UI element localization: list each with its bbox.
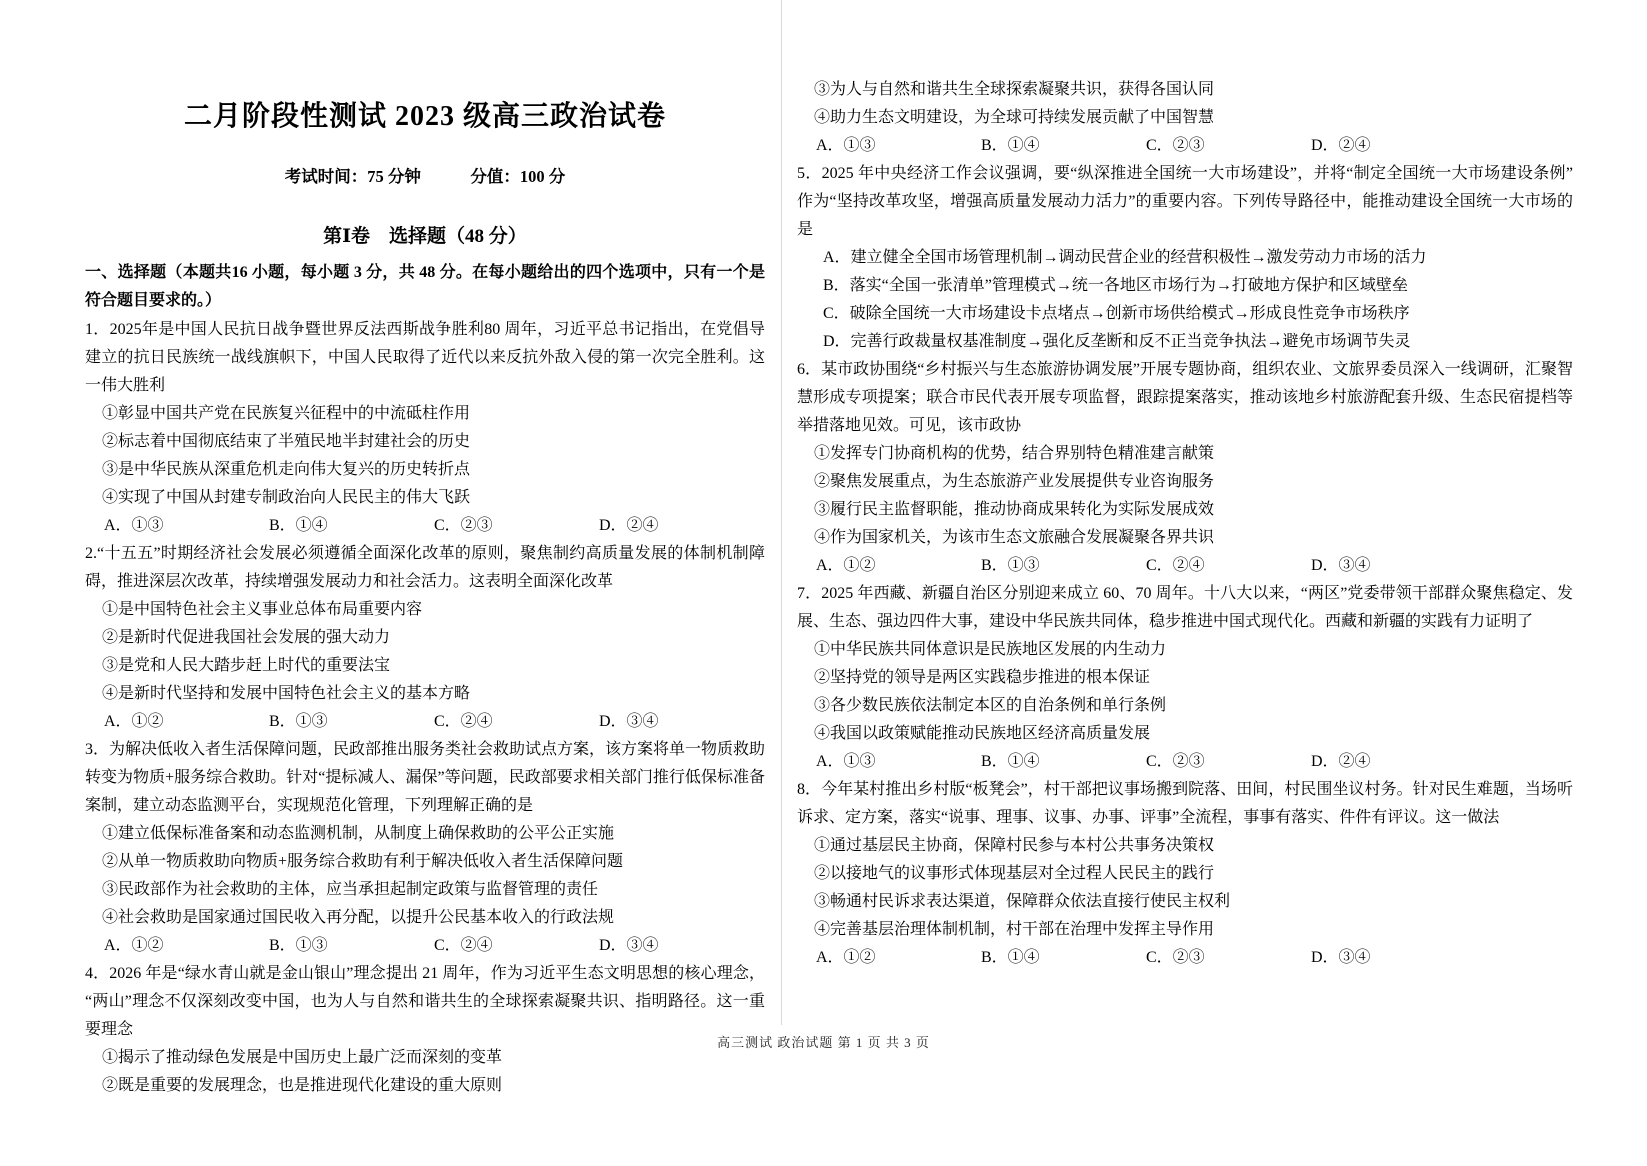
- question-stem: 4．2026 年是“绿水青山就是金山银山”理念提出 21 周年，作为习近平生态文明思想的核心理念，“两山”理念不仅深刻改变中国，也为人与自然和谐共生的全球探索凝聚共识、指明路径。这一重要理念: [85, 965, 765, 1039]
- question-item: ①发挥专门协商机构的优势，结合界别特色精准建言献策: [814, 445, 1215, 462]
- question-item: ④是新时代坚持和发展中国特色社会主义的基本方略: [102, 685, 471, 703]
- question-item: ③民政部作为社会救助的主体，应当承担起制定政策与监督管理的责任: [102, 881, 599, 899]
- section-title: 第Ⅰ卷 选择题（48 分）: [323, 225, 527, 247]
- choice-b: B．①③: [981, 557, 1040, 574]
- question-item: ②既是重要的发展理念，也是推进现代化建设的重大原则: [102, 1077, 503, 1095]
- left-column: [85, 92, 765, 1100]
- question-stem: 2.“十五五”时期经济社会发展必须遵循全面深化改革的原则，聚焦制约高质量发展的体制机制障碍，推进深层次改革，持续增强发展动力和社会活力。这表明全面深化改革: [85, 545, 765, 591]
- question-item: ②标志着中国彻底结束了半殖民地半封建社会的历史: [102, 433, 471, 451]
- choice-c: C．②③: [1146, 753, 1205, 770]
- question-item: ①是中国特色社会主义事业总体布局重要内容: [102, 601, 423, 619]
- page-title: 二月阶段性测试 2023 级高三政治试卷: [183, 101, 666, 132]
- choice-d: D．③④: [599, 713, 659, 731]
- choice-c: C．②④: [434, 937, 493, 955]
- choice-b: B．①③: [269, 713, 328, 731]
- question-item: ③履行民主监督职能，推动协商成果转化为实际发展成效: [814, 501, 1215, 518]
- question-item: ③各少数民族依法制定本区的自治条例和单行条例: [814, 697, 1167, 714]
- option-line: A．建立健全全国市场管理机制→调动民营企业的经营积极性→激发劳动力市场的活力: [823, 249, 1427, 266]
- question-item: ③是党和人民大踏步赶上时代的重要法宝: [102, 657, 391, 675]
- option-line: D．完善行政裁量权基准制度→强化反垄断和反不正当竞争执法→避免市场调节失灵: [823, 333, 1411, 350]
- question-item: ④我国以政策赋能推动民族地区经济高质量发展: [814, 725, 1151, 742]
- choice-c: C．②③: [1146, 949, 1205, 966]
- question-stem: 7．2025 年西藏、新疆自治区分别迎来成立 60、70 周年。十八大以来，“两区”党委带领干部群众聚焦稳定、发展、生态、强边四件大事，建设中华民族共同体，稳步推进中国式现代化。西藏和新疆的实践有力证明了: [797, 585, 1573, 630]
- choice-c: C．②④: [434, 713, 493, 731]
- question-item: ①建立低保标准备案和动态监测机制，从制度上确保救助的公平公正实施: [102, 825, 615, 843]
- exam-info: 考试时间：75 分钟 分值：100 分: [284, 167, 566, 186]
- intro-text: 一、选择题（本题共16 小题，每小题 3 分，共 48 分。在每小题给出的四个选项中，只有一个是符合题目要求的。）: [85, 264, 765, 310]
- choice-c: C．②③: [434, 517, 493, 535]
- question-item: ②以接地气的议事形式体现基层对全过程人民民主的践行: [814, 865, 1215, 882]
- choice-a: A．①②: [816, 949, 876, 966]
- left-questions: [85, 316, 765, 1100]
- question-item: ④实现了中国从封建专制政治向人民民主的伟大飞跃: [102, 489, 471, 507]
- choice-a: A．①③: [816, 137, 876, 154]
- choice-a: A．①③: [816, 753, 876, 770]
- choice-b: B．①④: [981, 949, 1040, 966]
- question-item: ②聚焦发展重点，为生态旅游产业发展提供专业咨询服务: [814, 473, 1215, 490]
- question-stem: 5．2025 年中央经济工作会议强调，要“纵深推进全国统一大市场建设”，并将“制定全国统一大市场建设条例”作为“坚持改革攻坚，增强高质量发展动力活力”的重要内容。下列传导路径中，能推动建设全国统一大市场的是: [797, 165, 1573, 238]
- choices-row: [797, 552, 1573, 580]
- question-stem: 1．2025年是中国人民抗日战争暨世界反法西斯战争胜利80 周年，习近平总书记指出，在党倡导建立的抗日民族统一战线旗帜下，中国人民取得了近代以来反抗外敌入侵的第一次完全胜利。这一伟大胜利: [85, 321, 765, 395]
- question-item: ④完善基层治理体制机制，村干部在治理中发挥主导作用: [814, 921, 1215, 938]
- choices-row: [85, 932, 765, 960]
- choice-d: D．②④: [1311, 753, 1371, 770]
- choice-c: C．②④: [1146, 557, 1205, 574]
- question-item: ②从单一物质救助向物质+服务综合救助有利于解决低收入者生活保障问题: [102, 853, 624, 871]
- choice-b: B．①④: [981, 137, 1040, 154]
- choices-row: [85, 708, 765, 736]
- option-line: B．落实“全国一张清单”管理模式→统一各地区市场行为→打破地方保护和区域壁垒: [823, 277, 1408, 294]
- question-item: ③是中华民族从深重危机走向伟大复兴的历史转折点: [102, 461, 471, 479]
- question-item: ④作为国家机关，为该市生态文旅融合发展凝聚各界共识: [814, 529, 1215, 546]
- choice-a: A．①②: [104, 713, 164, 731]
- option-line: C．破除全国统一大市场建设卡点堵点→创新市场供给模式→形成良性竞争市场秩序: [823, 305, 1410, 322]
- question-stem: 6．某市政协围绕“乡村振兴与生态旅游协调发展”开展专题协商，组织农业、文旅界委员深入一线调研，汇聚智慧形成专项提案；联合市民代表开展专项监督，跟踪提案落实，推动该地乡村旅游配套升级、生态民宿提档等举措落地见效。可见，该市政协: [797, 361, 1573, 434]
- question-item: ④社会救助是国家通过国民收入再分配，以提升公民基本收入的行政法规: [102, 909, 615, 927]
- question-item: ②是新时代促进我国社会发展的强大动力: [102, 629, 391, 647]
- choice-b: B．①④: [269, 517, 328, 535]
- column-divider: [781, 0, 782, 1025]
- question-item: ③为人与自然和谐共生全球探索凝聚共识，获得各国认同: [814, 81, 1215, 98]
- right-questions: [797, 76, 1573, 972]
- choice-a: A．①③: [104, 517, 164, 535]
- question-item: ①中华民族共同体意识是民族地区发展的内生动力: [814, 641, 1167, 658]
- choices-row: [797, 132, 1573, 160]
- choices-row: [85, 512, 765, 540]
- question-item: ①彰显中国共产党在民族复兴征程中的中流砥柱作用: [102, 405, 471, 423]
- choice-b: B．①④: [981, 753, 1040, 770]
- question-item: ④助力生态文明建设，为全球可持续发展贡献了中国智慧: [814, 109, 1215, 126]
- choice-d: D．③④: [1311, 949, 1371, 966]
- choice-c: C．②③: [1146, 137, 1205, 154]
- question-item: ②坚持党的领导是两区实践稳步推进的根本保证: [814, 669, 1151, 686]
- choice-a: A．①②: [816, 557, 876, 574]
- question-item: ①通过基层民主协商，保障村民参与本村公共事务决策权: [814, 837, 1215, 854]
- choice-d: D．③④: [599, 937, 659, 955]
- choice-d: D．②④: [599, 517, 659, 535]
- question-stem: 8．今年某村推出乡村版“板凳会”，村干部把议事场搬到院落、田间，村民围坐议村务。针对民生难题，当场听诉求、定方案，落实“说事、理事、议事、办事、评事”全流程，事事有落实、件件有评议。这一做法: [797, 781, 1573, 826]
- choice-a: A．①②: [104, 937, 164, 955]
- choices-row: [797, 748, 1573, 776]
- question-stem: 3．为解决低收入者生活保障问题，民政部推出服务类社会救助试点方案，该方案将单一物质救助转变为物质+服务综合救助。针对“提标减人、漏保”等问题，民政部要求相关部门推行低保标准备案制，建立动态监测平台，实现规范化管理，下列理解正确的是: [85, 741, 766, 815]
- question-item: ①揭示了推动绿色发展是中国历史上最广泛而深刻的变革: [102, 1049, 503, 1067]
- choice-d: D．②④: [1311, 137, 1371, 154]
- choice-b: B．①③: [269, 937, 328, 955]
- choices-row: [797, 944, 1573, 972]
- choice-d: D．③④: [1311, 557, 1371, 574]
- question-item: ③畅通村民诉求表达渠道，保障群众依法直接行使民主权利: [814, 893, 1231, 910]
- right-column: [797, 76, 1573, 972]
- page-footer: 高三测试 政治试题 第 1 页 共 3 页: [717, 1035, 930, 1050]
